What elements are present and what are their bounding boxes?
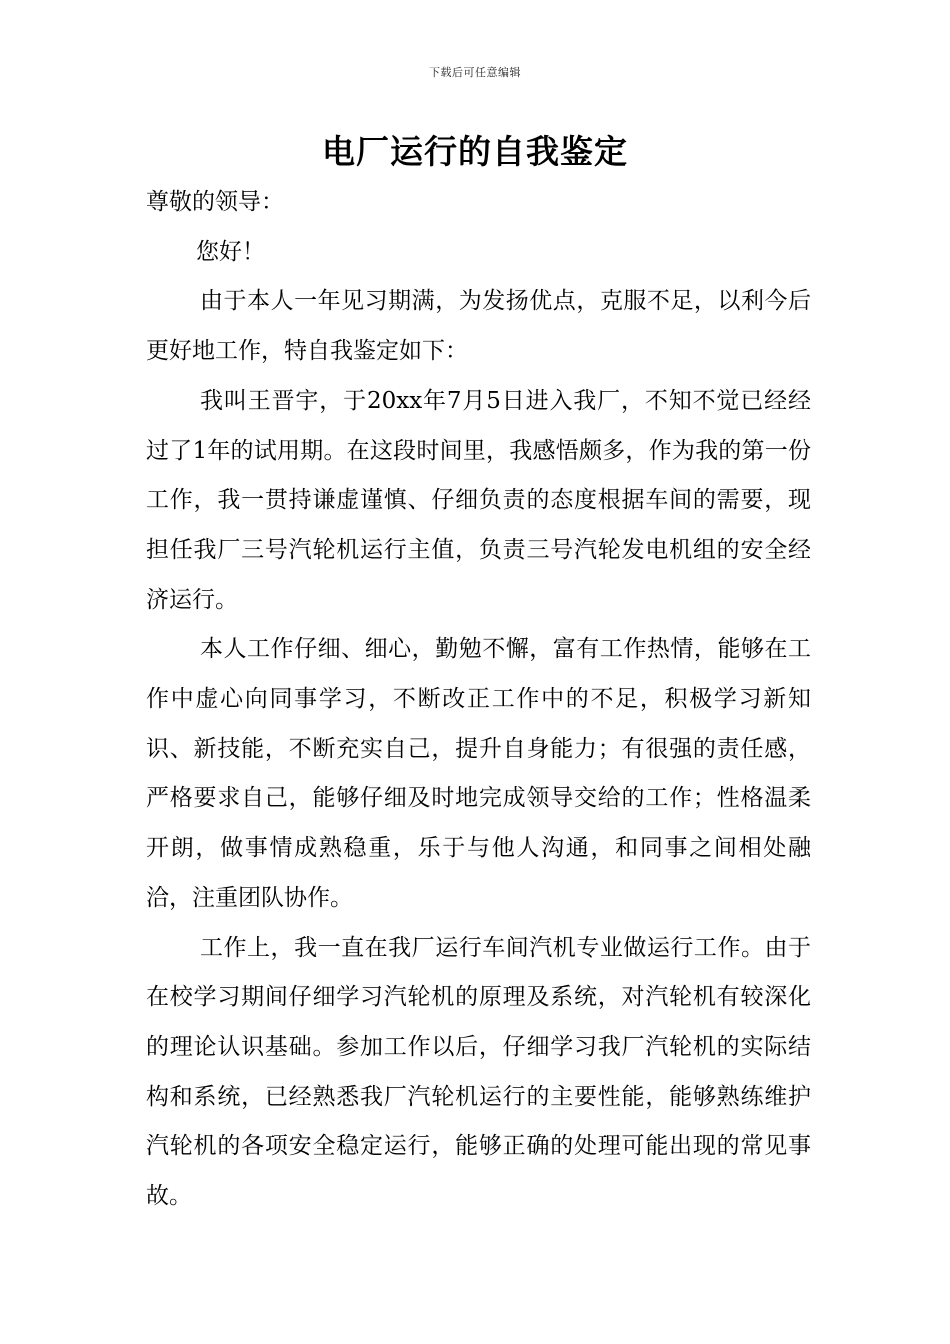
document-title: 电厂运行的自我鉴定 (322, 132, 628, 171)
paragraph-personality: 本人工作仔细、细心，勤勉不懈，富有工作热情，能够在工作中虚心向同事学习，不断改正工作中的不足，积极学习新知识、新技能，不断充实自己，提升自身能力；有很强的责任感，严格要求自己，能够仔细及时地完成领导交给的工作；性格温柔开朗，做事情成熟稳重，乐于与他人沟通，和同事之间相处融洽，注重团队协作。 (146, 636, 811, 911)
paragraph-intro: 由于本人一年见习期满，为发扬优点，克服不足，以利今后更好地工作，特自我鉴定如下： (146, 288, 811, 365)
paragraph-background: 我叫王晋宇，于20xx年7月5日进入我厂，不知不觉已经经过了1年的试用期。在这段时间里，我感悟颇多，作为我的第一份工作，我一贯持谦虚谨慎、仔细负责的态度根据车间的需要，现担任我厂三号汽轮机运行主值，负责三号汽轮发电机组的安全经济运行。 (146, 387, 811, 613)
salutation: 尊敬的领导： (146, 189, 284, 215)
document-body (146, 178, 811, 1222)
paragraph-work: 工作上，我一直在我厂运行车间汽机专业做运行工作。由于在校学习期间仔细学习汽轮机的原理及系统，对汽轮机有较深化的理论认识基础。参加工作以后，仔细学习我厂汽轮机的实际结构和系统，已经熟悉我厂汽轮机运行的主要性能，能够熟练维护汽轮机的各项安全稳定运行，能够正确的处理可能出现的常见事故。 (146, 934, 811, 1210)
header-note: 下载后可任意编辑 (429, 66, 521, 79)
greeting: 您好！ (196, 238, 265, 265)
